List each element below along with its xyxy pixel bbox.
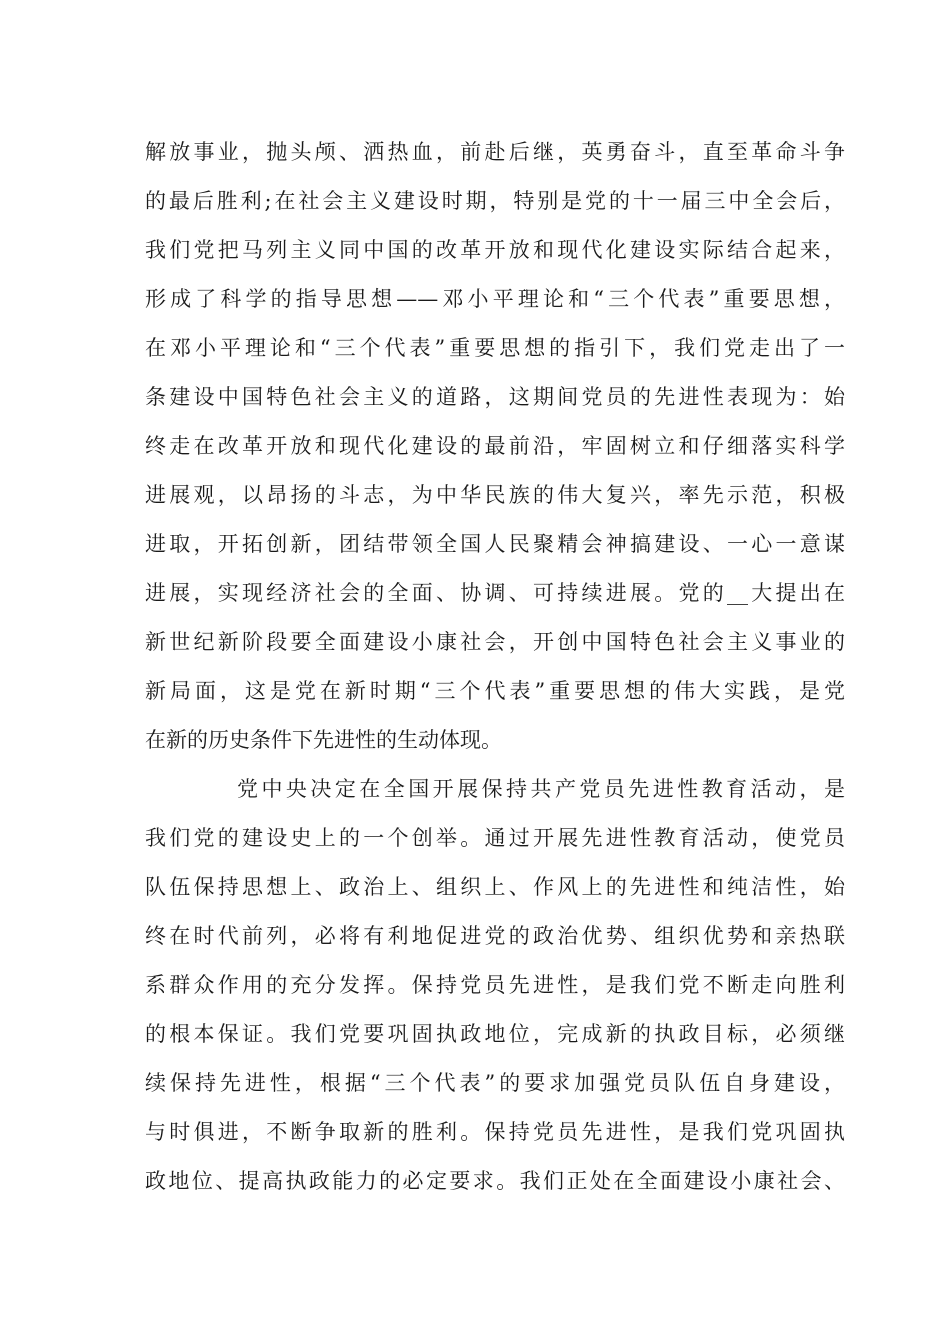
text-line: 队伍保持思想上、政治上、组织上、作风上的先进性和纯洁性，始 [145, 875, 845, 899]
text-line: 形成了科学的指导思想——邓小平理论和“三个代表”重要思想， [145, 287, 845, 311]
text-line: 进展观，以昂扬的斗志，为中华民族的伟大复兴，率先示范，积极 [145, 483, 845, 507]
text-line: 新局面，这是党在新时期“三个代表”重要思想的伟大实践，是党 [145, 679, 845, 703]
text-line: 终走在改革开放和现代化建设的最前沿，牢固树立和仔细落实科学 [145, 434, 845, 458]
text-line: 进取，开拓创新，团结带领全国人民聚精会神搞建设、一心一意谋 [145, 532, 845, 556]
text-line: 续保持先进性，根据“三个代表”的要求加强党员队伍自身建设， [145, 1071, 845, 1095]
text-line: 党中央决定在全国开展保持共产党员先进性教育活动，是 [237, 777, 845, 801]
text-line: 我们党的建设史上的一个创举。通过开展先进性教育活动，使党员 [145, 826, 845, 850]
body-text [145, 128, 845, 1206]
text-line: 的最后胜利;在社会主义建设时期，特别是党的十一届三中全会后， [145, 189, 845, 213]
text-line: 系群众作用的充分发挥。保持党员先进性，是我们党不断走向胜利 [145, 973, 845, 997]
text-line: 政地位、提高执政能力的必定要求。我们正处在全面建设小康社会、 [145, 1169, 845, 1193]
text-line: 条建设中国特色社会主义的道路，这期间党员的先进性表现为：始 [145, 385, 845, 409]
text-line: 我们党把马列主义同中国的改革开放和现代化建设实际结合起来， [145, 238, 845, 262]
paragraph-1 [145, 128, 845, 765]
text-line: 在新的历史条件下先进性的生动体现。 [145, 728, 502, 752]
text-line: 的根本保证。我们党要巩固执政地位，完成新的执政目标，必须继 [145, 1022, 845, 1046]
text-line: 新世纪新阶段要全面建设小康社会，开创中国特色社会主义事业的 [145, 630, 845, 654]
text-line: 终在时代前列，必将有利地促进党的政治优势、组织优势和亲热联 [145, 924, 845, 948]
text-line: 解放事业，抛头颅、洒热血，前赴后继，英勇奋斗，直至革命斗争 [145, 140, 845, 164]
text-line: 与时俱进，不断争取新的胜利。保持党员先进性，是我们党巩固执 [145, 1120, 845, 1144]
text-line: 在邓小平理论和“三个代表”重要思想的指引下，我们党走出了一 [145, 336, 845, 360]
text-line: 进展，实现经济社会的全面、协调、可持续进展。党的__大提出在 [145, 581, 845, 605]
paragraph-2 [145, 765, 845, 1206]
